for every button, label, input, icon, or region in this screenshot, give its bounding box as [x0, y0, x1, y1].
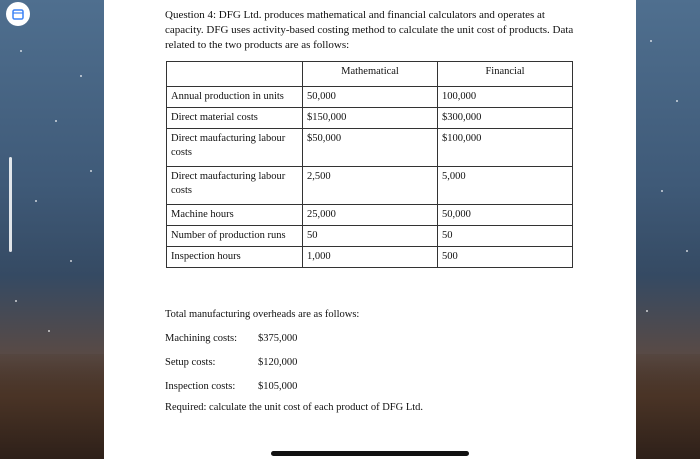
- question-text: Question 4: DFG Ltd. produces mathematical and financial calculators and operates at capacity. DFG uses activity-based costing method to calculate the unit cost of products. Data related to the two products are as follows:: [165, 9, 574, 51]
- overhead-value: $120,000: [258, 357, 298, 368]
- financial-value: 50: [438, 226, 573, 247]
- row-label: Direct maufacturing labour costs: [167, 167, 303, 205]
- overhead-item: [165, 356, 423, 380]
- mathematical-value: $150,000: [303, 108, 438, 129]
- table-row: [167, 129, 573, 167]
- overhead-label: Setup costs:: [165, 357, 216, 368]
- home-indicator[interactable]: [271, 451, 469, 456]
- table-row: [167, 87, 573, 108]
- mountain-ground: [0, 354, 104, 459]
- financial-value: $300,000: [438, 108, 573, 129]
- mountain-ground: [636, 354, 700, 459]
- table-row: [167, 167, 573, 205]
- required-text: Required: calculate the unit cost of each product of DFG Ltd.: [165, 402, 424, 413]
- overhead-item: [165, 332, 423, 356]
- financial-value: 5,000: [438, 167, 573, 205]
- background-left: [0, 0, 104, 459]
- overheads-section: [165, 308, 423, 426]
- document-page: [104, 0, 636, 459]
- table-row: [167, 247, 573, 268]
- mathematical-value: 50: [303, 226, 438, 247]
- table-row: [167, 226, 573, 247]
- table-header-mathematical: Mathematical: [303, 62, 438, 87]
- overhead-label: Inspection costs:: [165, 381, 236, 392]
- overhead-value: $105,000: [258, 381, 298, 392]
- product-data-table: [166, 61, 573, 268]
- notes-app-icon[interactable]: [6, 2, 30, 26]
- overhead-label: Machining costs:: [165, 333, 238, 344]
- overheads-title: Total manufacturing overheads are as follows:: [165, 309, 360, 320]
- table-header-empty: [167, 62, 303, 87]
- row-label: Direct material costs: [167, 108, 303, 129]
- row-label: Direct maufacturing labour costs: [167, 129, 303, 167]
- row-label: Inspection hours: [167, 247, 303, 268]
- mathematical-value: 50,000: [303, 87, 438, 108]
- table-row: [167, 205, 573, 226]
- financial-value: 500: [438, 247, 573, 268]
- row-label: Number of production runs: [167, 226, 303, 247]
- financial-value: $100,000: [438, 129, 573, 167]
- table-header-financial: Financial: [438, 62, 573, 87]
- mathematical-value: 25,000: [303, 205, 438, 226]
- overhead-value: $375,000: [258, 333, 298, 344]
- row-label: Machine hours: [167, 205, 303, 226]
- mathematical-value: 2,500: [303, 167, 438, 205]
- background-right: [636, 0, 700, 459]
- financial-value: 50,000: [438, 205, 573, 226]
- financial-value: 100,000: [438, 87, 573, 108]
- mathematical-value: 1,000: [303, 247, 438, 268]
- row-label: Annual production in units: [167, 87, 303, 108]
- table-header-row: [167, 62, 573, 87]
- mathematical-value: $50,000: [303, 129, 438, 167]
- scroll-handle[interactable]: [9, 157, 12, 252]
- table-row: [167, 108, 573, 129]
